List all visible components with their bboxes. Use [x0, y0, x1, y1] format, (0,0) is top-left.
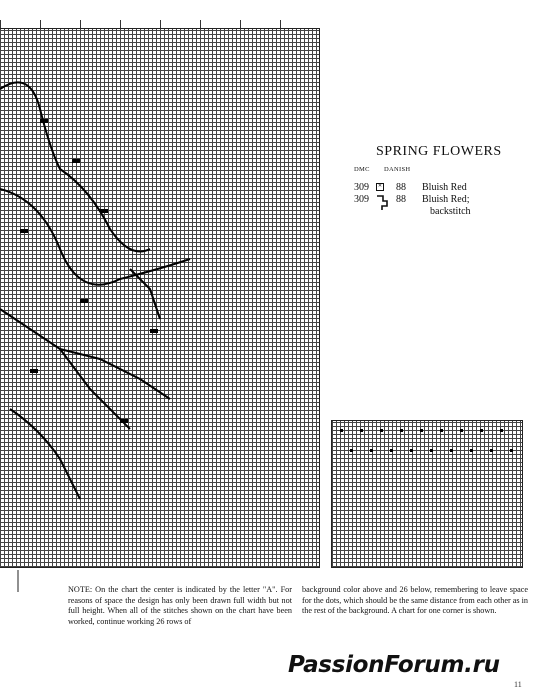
- legend-danish-code: 88: [396, 182, 406, 193]
- watermark-logo: PassionForum.ru: [288, 652, 500, 678]
- note-text-column-1: NOTE: On the chart the center is indicated by the letter "A". For reasons of space the design has only been drawn full width but not full height. When all of the stitches shown on the chart have been worked, continue working 26 rows of: [68, 585, 292, 626]
- legend-color-name: Bluish Red: [422, 182, 467, 193]
- legend-header-dmc: DMC: [354, 166, 370, 173]
- cross-stitch-symbol-icon: ✕: [377, 184, 383, 189]
- corner-dot-pattern: [336, 427, 520, 467]
- legend-dmc-code: 309: [354, 182, 369, 193]
- legend-color-name: Bluish Red;: [422, 194, 470, 205]
- note-text-column-2: background color above and 26 below, remembering to leave space for the dots, which should be the same distance from each other as in the rest of the background. A chart for one corner is shown.: [302, 585, 528, 616]
- legend-color-name-line2: backstitch: [430, 206, 471, 217]
- legend-header-danish: DANISH: [384, 166, 411, 173]
- legend-row: [354, 182, 524, 194]
- legend-row: [354, 194, 524, 206]
- legend-dmc-code: 309: [354, 194, 369, 205]
- flower-motif-outline: [0, 29, 200, 509]
- center-indicator: [16, 570, 20, 592]
- page-number: 11: [514, 680, 522, 689]
- legend-danish-code: 88: [396, 194, 406, 205]
- legend-row-continued: [354, 206, 524, 218]
- main-cross-stitch-chart: [0, 28, 320, 568]
- corner-chart: [331, 420, 523, 568]
- legend-title: SPRING FLOWERS: [376, 144, 502, 159]
